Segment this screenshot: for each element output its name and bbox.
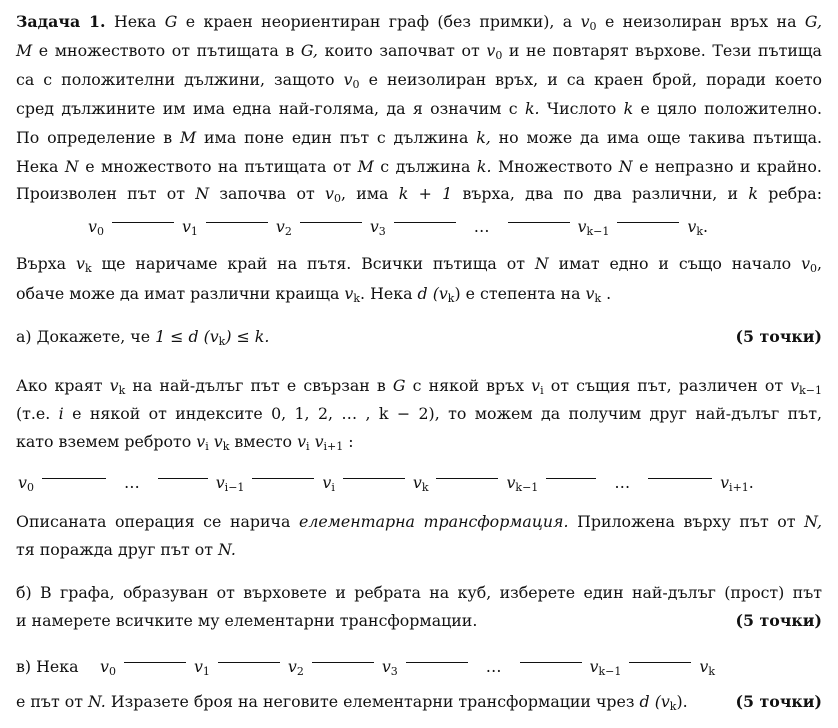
path-edge: [436, 478, 498, 479]
path-vertex: $v_{k-1}$: [577, 216, 610, 238]
path-end: .: [748, 472, 754, 492]
path-edge: [218, 662, 280, 663]
p3-line-1: Ако краят $v_k$ на най-дълъг път е свързан в G с някой връх $v_i$ от същия път, различен от $v_{k-1}$: [16, 376, 823, 397]
path-vertex: $v_k$: [412, 472, 429, 494]
path-vertex: …: [614, 472, 631, 492]
path-diagram-3: [100, 654, 715, 678]
task-title: Задача 1.: [16, 12, 106, 31]
path-edge: [343, 478, 405, 479]
path-edge: [206, 222, 268, 223]
path-edge: [629, 662, 691, 663]
part-c-points: (5 точки): [735, 692, 822, 711]
p4-line-2: тя поражда друг път от N.: [16, 540, 236, 559]
part-b-points: (5 точки): [735, 611, 822, 630]
path-vertex: $v_i$: [322, 472, 335, 494]
path-vertex: $v_{k-1}$: [506, 472, 539, 494]
p1-line-1: Задача 1. Нека G е краен неориентиран граф (без примки), а $v_0$ е неизолиран връх на G,: [16, 12, 822, 33]
path-edge: [520, 662, 582, 663]
p2-line-1: Върха $v_k$ ще наричаме край на пътя. Всички пътища от N имат едно и също начало $v_0$,: [16, 254, 823, 275]
path-edge: [112, 222, 174, 223]
path-edge: [124, 662, 186, 663]
p1-line-6: Нека N е множеството на пътищата от M с дължина k. Множеството N е непразно и крайно.: [16, 157, 822, 176]
p2-line-2: обаче може да имат различни краища $v_k$. Нека d $(v_k)$ е степента на $v_k$ .: [16, 284, 612, 305]
part-a-points: (5 точки): [735, 327, 822, 346]
p4-line-1: Описаната операция се нарича елементарна трансформация. Приложена върху път от N,: [16, 512, 822, 531]
path-edge: [617, 222, 679, 223]
path-vertex: $v_k$: [699, 656, 715, 678]
path-vertex: $v_{k-1}$: [589, 656, 622, 678]
path-diagram-1: [88, 214, 708, 238]
part-a: а) Докажете, че 1 ≤ d $(v_k) \le k$. (5 точки): [16, 327, 822, 348]
path-edge: [406, 662, 468, 663]
path-vertex: $v_{i-1}$: [215, 472, 245, 494]
path-end: .: [702, 216, 709, 236]
path-vertex: $v_0$: [88, 216, 104, 238]
path-vertex: $v_1$: [193, 656, 210, 678]
path-edge: [394, 222, 456, 223]
path-vertex: $v_1$: [181, 216, 198, 238]
p1-line-2: M е множеството от пътищата в G, които започват от $v_0$ и не повтарят върхове. Тези пътища: [16, 41, 822, 62]
path-vertex: $v_k$: [687, 216, 703, 238]
path-edge: [300, 222, 362, 223]
path-vertex: …: [485, 656, 502, 676]
part-b-line-2: и намерете всичките му елементарни трансформации. (5 точки): [16, 611, 822, 630]
path-edge: [546, 478, 596, 479]
path-vertex: $v_2$: [287, 656, 304, 678]
p3-line-2: (т.е. i е някой от индексите 0, 1, 2, … , k − 2), то можем да получим друг най-дълъг път,: [16, 404, 822, 423]
path-edge: [312, 662, 374, 663]
path-vertex: $v_3$: [369, 216, 386, 238]
part-c-line-1: в) Нека: [16, 657, 79, 676]
p1-line-5: По определение в M има поне един път с дължина k, но може да има още такива пътища.: [16, 128, 823, 147]
path-diagram-2: [18, 470, 754, 494]
part-b-line-1: б) В графа, образуван от върховете и ребрата на куб, изберете един най-дълъг (прост) път: [16, 583, 822, 602]
path-edge: [42, 478, 106, 479]
path-vertex: $v_2$: [275, 216, 292, 238]
p3-line-3: като вземем реброто $v_i$ $v_k$ вместо $v_i$ $v_{i+1}$ :: [16, 432, 354, 453]
part-c-line-2: е път от N. Изразете броя на неговите елементарни трансформации чрез d $(v_k)$. (5 точки): [16, 692, 822, 713]
path-vertex: $v_0$: [18, 472, 34, 494]
path-vertex: $v_0$: [100, 656, 116, 678]
path-vertex: …: [123, 472, 140, 492]
path-edge: [648, 478, 712, 479]
path-edge: [252, 478, 314, 479]
path-edge: [508, 222, 570, 223]
p1-line-7: Произволен път от N започва от $v_0$, има k + 1 върха, два по два различни, и k ребра:: [16, 184, 823, 205]
p1-line-4: сред дължините им има една най-голяма, да я означим с k. Числото k е цяло положително.: [16, 99, 822, 118]
p1-line-3: са с положителни дължини, защото $v_0$ е неизолиран връх, и са краен брой, поради което: [16, 70, 822, 91]
path-edge: [158, 478, 208, 479]
path-vertex: $v_{i+1}$: [720, 472, 749, 494]
path-vertex: $v_3$: [381, 656, 398, 678]
path-vertex: …: [473, 216, 490, 236]
